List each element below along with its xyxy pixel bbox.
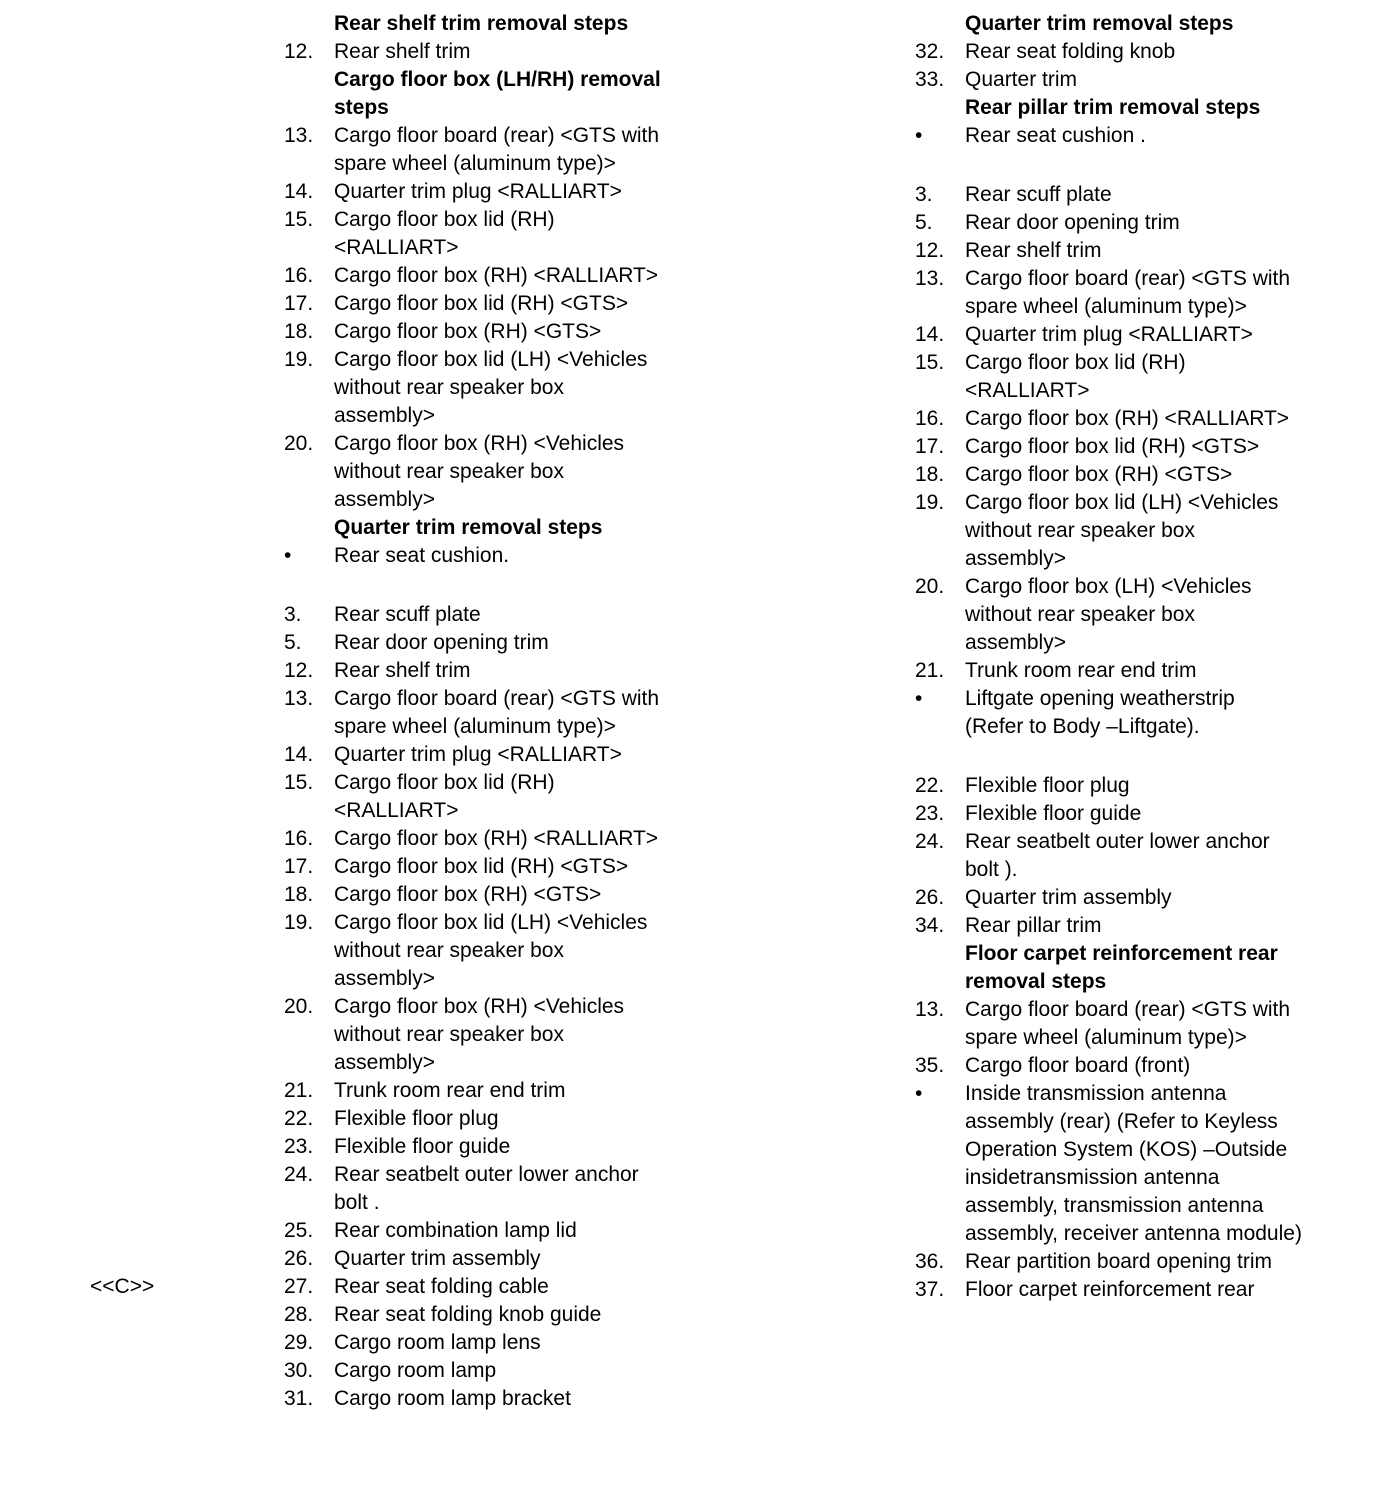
list-item: 21. Trunk room rear end trim [284, 1079, 566, 1102]
list-item: 19. Cargo floor box lid (LH) <Vehicles without rear speaker box assembly> [284, 911, 648, 990]
list-item: 5. Rear door opening trim [915, 211, 1180, 234]
section-heading: Quarter trim removal steps [965, 12, 1234, 35]
list-item: 15. Cargo floor box lid (RH) <RALLIART> [915, 351, 1186, 402]
list-item: 22. Flexible floor plug [915, 774, 1130, 797]
list-item: 17. Cargo floor box lid (RH) <GTS> [284, 292, 629, 315]
list-item: 20. Cargo floor box (RH) <Vehicles without rear speaker box assembly> [284, 432, 625, 511]
list-item: 27. Rear seat folding cable [284, 1275, 549, 1298]
list-item: 12. Rear shelf trim [284, 659, 471, 682]
list-item: 19. Cargo floor box lid (LH) <Vehicles without rear speaker box assembly> [915, 491, 1279, 570]
right-column [915, 10, 1355, 1304]
list-item: 13. Cargo floor board (rear) <GTS with spare wheel (aluminum type)> [915, 998, 1291, 1049]
section-heading: Quarter trim removal steps [334, 516, 603, 539]
list-item: 13. Cargo floor board (rear) <GTS with spare wheel (aluminum type)> [284, 687, 660, 738]
list-item: 15. Cargo floor box lid (RH) <RALLIART> [284, 771, 555, 822]
list-item: 21. Trunk room rear end trim [915, 659, 1197, 682]
list-item: 24. Rear seatbelt outer lower anchor bolt ). [915, 830, 1270, 881]
list-item: 23. Flexible floor guide [915, 802, 1142, 825]
list-item: 12. Rear shelf trim [915, 239, 1102, 262]
list-item: 19. Cargo floor box lid (LH) <Vehicles without rear speaker box assembly> [284, 348, 648, 427]
list-item: 18. Cargo floor box (RH) <GTS> [915, 463, 1233, 486]
list-item: 29. Cargo room lamp lens [284, 1331, 541, 1354]
list-item: 16. Cargo floor box (RH) <RALLIART> [284, 827, 659, 850]
list-item: 22. Flexible floor plug [284, 1107, 499, 1130]
section-heading: Floor carpet reinforcement rear removal steps [965, 942, 1278, 993]
list-item: 5. Rear door opening trim [284, 631, 549, 654]
list-item: 32. Rear seat folding knob [915, 40, 1176, 63]
list-item: 28. Rear seat folding knob guide [284, 1303, 602, 1326]
list-item: 14. Quarter trim plug <RALLIART> [284, 743, 622, 766]
list-item: 31. Cargo room lamp bracket [284, 1387, 571, 1410]
list-item: 36. Rear partition board opening trim [915, 1250, 1273, 1273]
list-item: 15. Cargo floor box lid (RH) <RALLIART> [284, 208, 555, 259]
list-item: 14. Quarter trim plug <RALLIART> [284, 180, 622, 203]
list-item: 35. Cargo floor board (front) [915, 1054, 1191, 1077]
list-item: 37. Floor carpet reinforcement rear [915, 1278, 1255, 1301]
bullet-note: • Rear seat cushion. [284, 544, 510, 567]
bullet-note: • Liftgate opening weatherstrip (Refer to Body –Liftgate). [915, 687, 1235, 738]
section-heading: Cargo floor box (LH/RH) removal steps [334, 68, 661, 119]
list-item: 34. Rear pillar trim [915, 914, 1102, 937]
bullet-note: • Rear seat cushion . [915, 124, 1146, 147]
list-item: 23. Flexible floor guide [284, 1135, 511, 1158]
section-heading: Rear pillar trim removal steps [965, 96, 1261, 119]
list-item: 17. Cargo floor box lid (RH) <GTS> [284, 855, 629, 878]
list-item: 12. Rear shelf trim [284, 40, 471, 63]
list-item: 16. Cargo floor box (RH) <RALLIART> [284, 264, 659, 287]
list-item: 3. Rear scuff plate [915, 183, 1112, 206]
list-item: 24. Rear seatbelt outer lower anchor bolt . [284, 1163, 639, 1214]
list-item: 13. Cargo floor board (rear) <GTS with spare wheel (aluminum type)> [915, 267, 1291, 318]
list-item: 25. Rear combination lamp lid [284, 1219, 577, 1242]
section-marker-c: <<C>> [90, 1275, 155, 1298]
section-heading: Rear shelf trim removal steps [334, 12, 629, 35]
list-item: 33. Quarter trim [915, 68, 1078, 91]
bullet-note: • Inside transmission antenna assembly (rear) (Refer to Keyless Operation System (KOS) –Outside insidetransmission antenna assembly, transmission antenna assembly, receiver antenna module) [915, 1082, 1302, 1245]
list-item: 20. Cargo floor box (RH) <Vehicles without rear speaker box assembly> [284, 995, 625, 1074]
list-item: 30. Cargo room lamp [284, 1359, 497, 1382]
list-item: 26. Quarter trim assembly [915, 886, 1172, 909]
list-item: 16. Cargo floor box (RH) <RALLIART> [915, 407, 1290, 430]
list-item: 18. Cargo floor box (RH) <GTS> [284, 883, 602, 906]
list-item: 14. Quarter trim plug <RALLIART> [915, 323, 1253, 346]
left-column [284, 10, 734, 1413]
list-item: 13. Cargo floor board (rear) <GTS with spare wheel (aluminum type)> [284, 124, 660, 175]
list-item: 18. Cargo floor box (RH) <GTS> [284, 320, 602, 343]
list-item: 20. Cargo floor box (LH) <Vehicles without rear speaker box assembly> [915, 575, 1252, 654]
list-item: 26. Quarter trim assembly [284, 1247, 541, 1270]
list-item: 3. Rear scuff plate [284, 603, 481, 626]
list-item: 17. Cargo floor box lid (RH) <GTS> [915, 435, 1260, 458]
